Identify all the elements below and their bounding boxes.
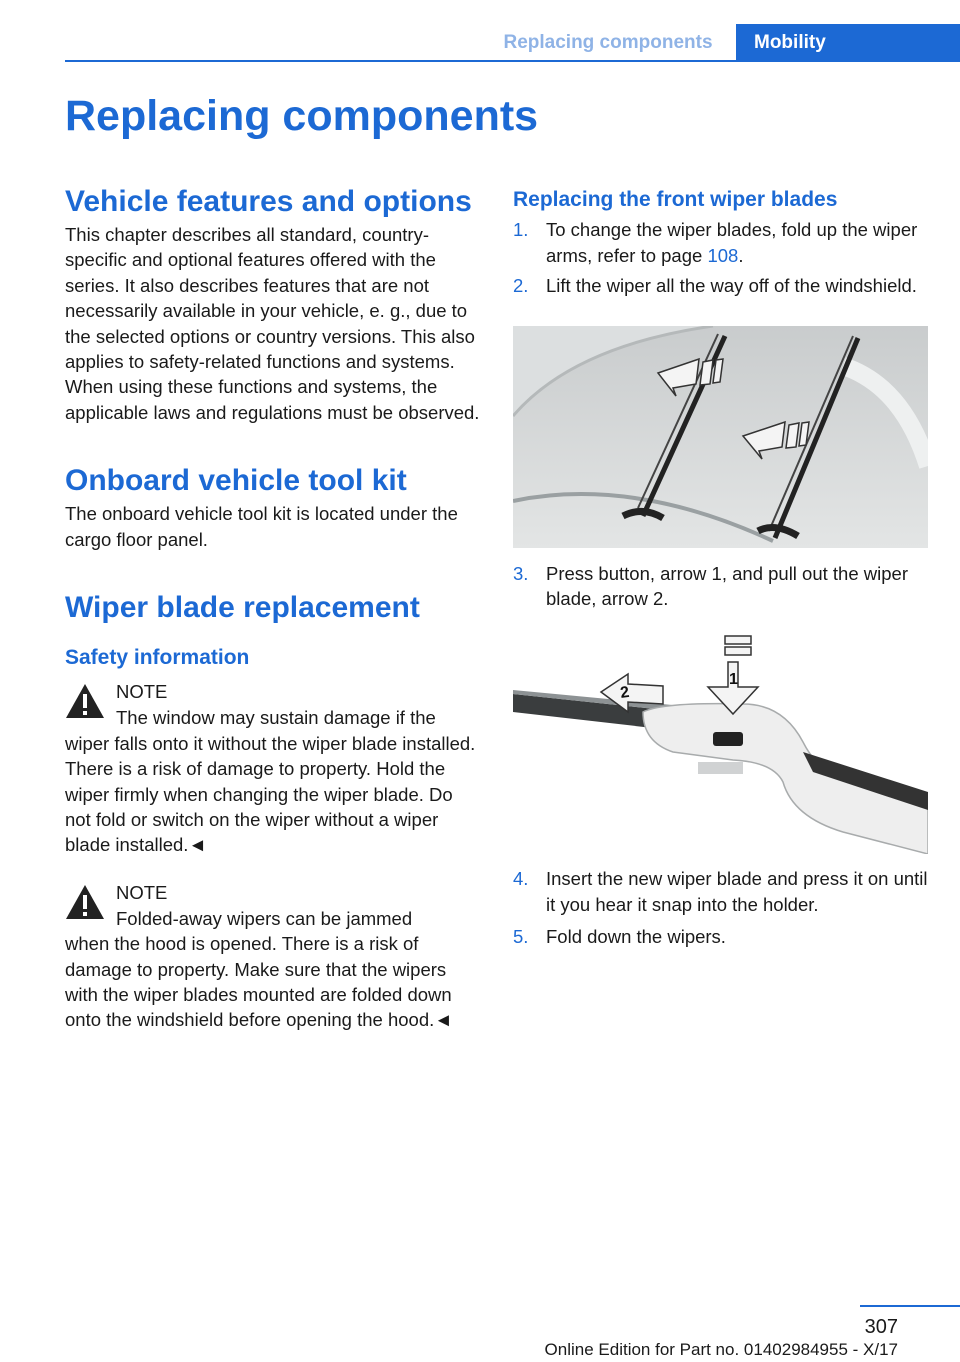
step-number: 5.	[513, 926, 529, 948]
warning-triangle-icon	[65, 683, 105, 719]
wiper-replacement-heading: Wiper blade replacement	[65, 591, 420, 625]
step-3-text: Press button, arrow 1, and pull out the wiper blade, arrow 2.	[546, 562, 908, 609]
arrow-2-label: 2	[619, 684, 631, 703]
note-1-text: wiper falls onto it without the wiper blade installed. There is a risk of damage to property. Hold the wiper firmly when changing the wiper blade. Do not fold or switch on the wiper without a wiper blade installed.◄	[65, 732, 476, 856]
page-number: 307	[864, 1316, 898, 1338]
step-5-text: Fold down the wipers.	[546, 926, 726, 948]
step-1-text: To change the wiper blades, fold up the wiper arms, refer to page	[546, 219, 918, 266]
step-number: 1.	[513, 219, 529, 241]
features-heading: Vehicle features and options	[65, 185, 472, 218]
features-text: This chapter describes all standard, country-specific and optional features offered with the series. It also describes features that are not necessarily available in your vehicle, e. g., due to the selected options or country versions. This also applies to safety-related functions and systems. When using these functions and systems, the applicable laws and regulations must be observed.	[65, 224, 480, 423]
toolkit-text: The onboard vehicle tool kit is located under the cargo floor panel.	[65, 503, 458, 550]
wiper-blade-release-figure	[513, 632, 928, 854]
note-1	[65, 679, 480, 857]
step-number: 3.	[513, 562, 529, 584]
windshield-wiper-figure	[513, 326, 928, 548]
edition-info: Online Edition for Part no. 01402984955 - X/17	[544, 1340, 898, 1359]
step-2	[513, 273, 928, 298]
steps-list-c	[513, 866, 928, 949]
left-column	[65, 184, 480, 1033]
arrow-1-label: 1	[729, 671, 738, 689]
step-2-text: Lift the wiper all the way off of the windshield.	[546, 275, 917, 297]
note-1-first-line: The window may sustain damage if the	[116, 707, 436, 729]
footer-rule	[860, 1305, 960, 1307]
note-1-label: NOTE	[116, 681, 168, 703]
page-title: Replacing components	[65, 92, 539, 140]
step-number: 2.	[513, 275, 529, 297]
step-number: 4.	[513, 868, 529, 890]
step-4	[513, 866, 928, 917]
step-1	[513, 217, 928, 268]
step-3	[513, 561, 928, 612]
step-4-text: Insert the new wiper blade and press it on until it you hear it snap into the holder.	[546, 868, 928, 915]
safety-info-heading: Safety information	[65, 646, 250, 670]
note-2-label: NOTE	[116, 881, 168, 903]
note-2-text: when the hood is opened. There is a risk of damage to property. Make sure that the wipers with the wiper blades mounted are folded down onto the windshield before opening the hood.◄	[65, 933, 453, 1031]
steps-list-b	[513, 561, 928, 612]
note-2	[65, 880, 480, 1033]
note-2-first-line: Folded-away wipers can be jammed	[116, 907, 413, 929]
header-chapter-tab: Mobility	[736, 24, 960, 61]
header-section-title: Replacing components	[503, 31, 713, 53]
warning-triangle-icon	[65, 884, 105, 920]
toolkit-heading: Onboard vehicle tool kit	[65, 464, 407, 498]
step-5	[513, 924, 928, 949]
page-link[interactable]: 108	[707, 244, 739, 266]
steps-list-a	[513, 217, 928, 298]
step-1-period: .	[738, 244, 744, 266]
front-wiper-heading: Replacing the front wiper blades	[513, 188, 838, 211]
right-column	[513, 186, 928, 950]
